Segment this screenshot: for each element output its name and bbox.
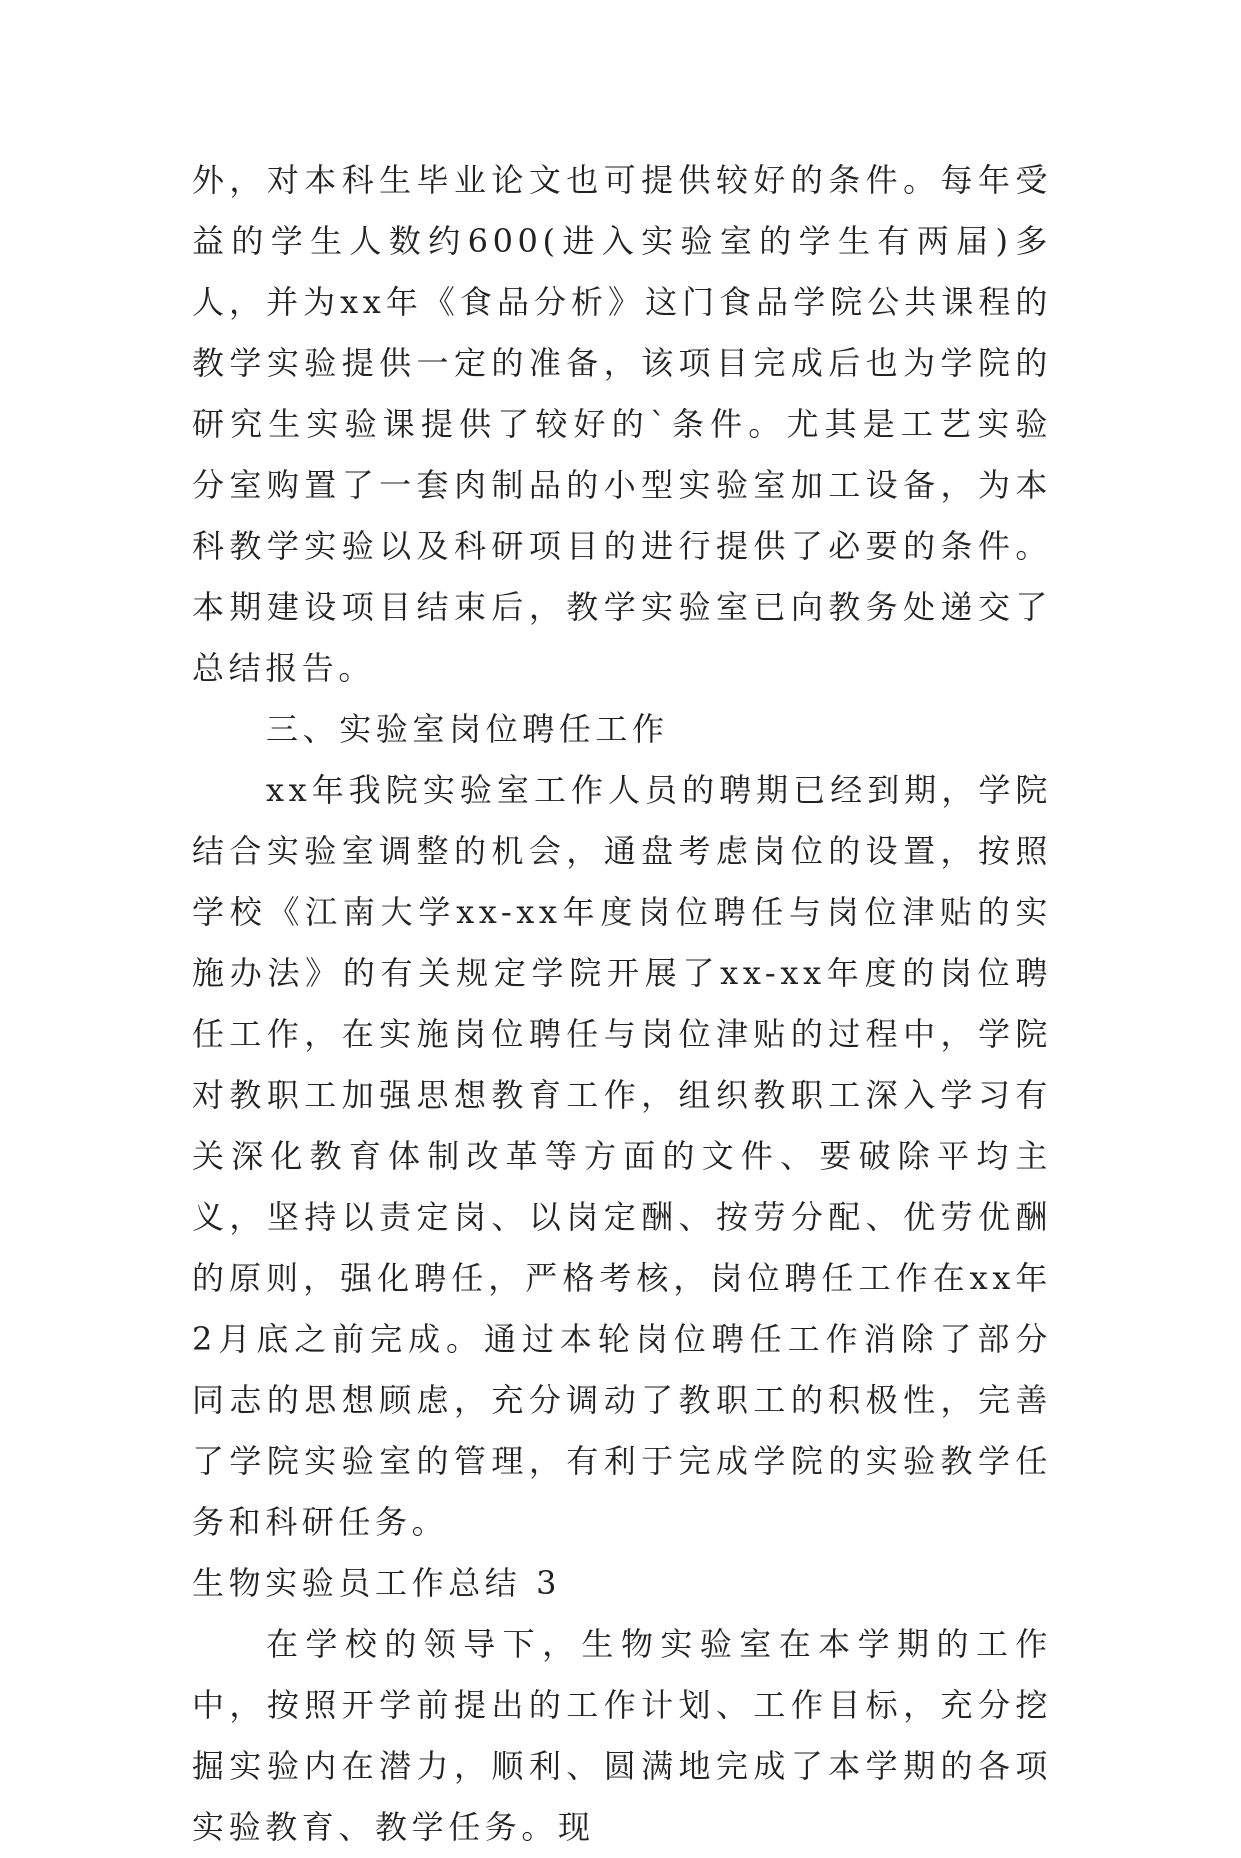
paragraph-continuation: 外，对本科生毕业论文也可提供较好的条件。每年受益的学生人数约600(进入实验室的学生有两届)多人，并为xx年《食品分析》这门食品学院公共课程的教学实验提供一定的准备，该项目完成后也为学院的研究生实验课提供了较好的`条件。尤其是工艺实验分室购置了一套肉制品的小型实验室加工设备，为本科教学实验以及科研项目的进行提供了必要的条件。本期建设项目结束后，教学实验室已向教务处递交了总结报告。 [192, 161, 1052, 687]
section-heading: 三、实验室岗位聘任工作 [266, 710, 669, 748]
document-title: 生物实验员工作总结 3 [192, 1564, 562, 1602]
paragraph-position-appointment: xx年我院实验室工作人员的聘期已经到期，学院结合实验室调整的机会，通盘考虑岗位的设置，按照学校《江南大学xx-xx年度岗位聘任与岗位津贴的实施办法》的有关规定学院开展了xx-xx年度的岗位聘任工作，在实施岗位聘任与岗位津贴的过程中，学院对教职工加强思想教育工作，组织教职工深入学习有关深化教育体制改革等方面的文件、要破除平均主义，坚持以责定岗、以岗定酬、按劳分配、优劳优酬的原则，强化聘任，严格考核，岗位聘任工作在xx年2月底之前完成。通过本轮岗位聘任工作消除了部分同志的思想顾虑，充分调动了教职工的积极性，完善了学院实验室的管理，有利于完成学院的实验教学任务和科研任务。 [192, 771, 1052, 1541]
document-body [192, 150, 1052, 1858]
paragraph-summary-intro: 在学校的领导下，生物实验室在本学期的工作中，按照开学前提出的工作计划、工作目标，充分挖掘实验内在潜力，顺利、圆满地完成了本学期的各项实验教育、教学任务。现 [192, 1625, 1052, 1846]
